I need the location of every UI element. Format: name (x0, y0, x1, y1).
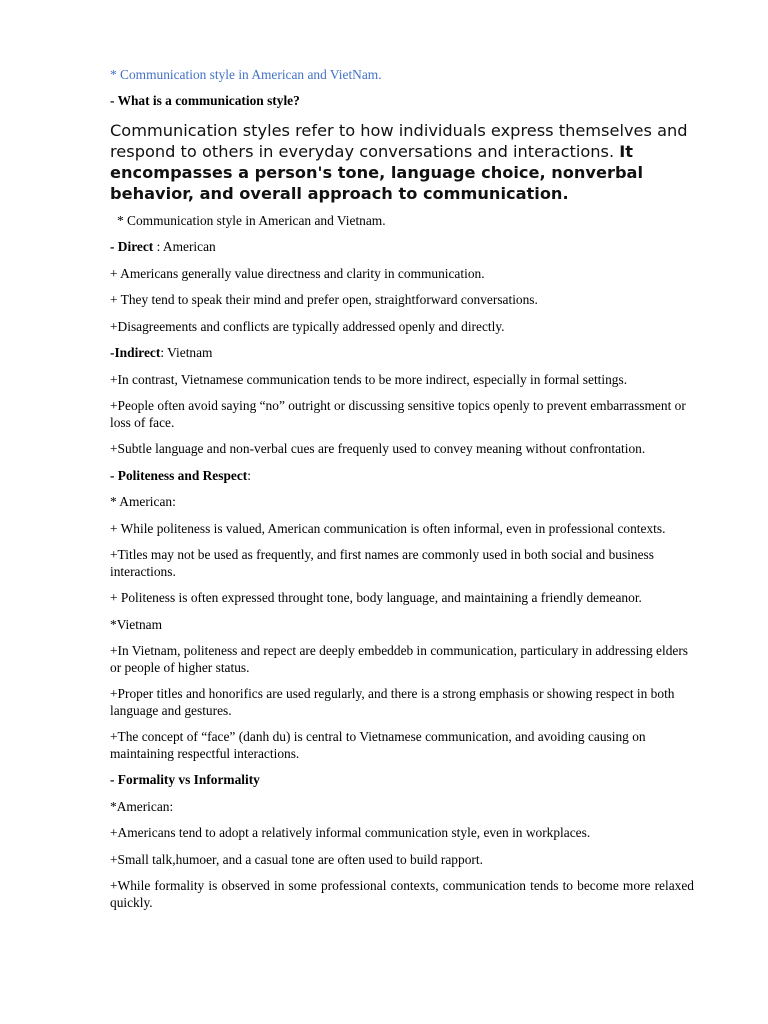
politeness-heading: - Politeness and Respect: (110, 467, 251, 483)
direct-point: + They tend to speak their mind and prefer open, straightforward conversations. (110, 292, 538, 307)
subheading: * Communication style in American and Vietnam. (117, 212, 386, 228)
politeness-american-point: + Politeness is often expressed throught tone, body language, and maintaining a friendly demeanor. (110, 590, 642, 605)
direct-point: + Americans generally value directness and clarity in communication. (110, 265, 485, 281)
politeness-vietnam-point: +Proper titles and honorifics are used regularly, and there is a strong emphasis or showing respect in both language and gestures. (110, 686, 675, 718)
definition-bold-text: It encompasses a person's tone, language choice, nonverbal behavior, and overall approach to communication. (110, 141, 644, 203)
politeness-american-point: +Titles may not be used as frequently, and first names are commonly used in both social and business interactions. (110, 547, 654, 579)
formality-point: +Small talk,humoer, and a casual tone are often used to build rapport. (110, 851, 483, 867)
definition-text: Communication styles refer to how individuals express themselves and respond to others in everyday conversations and interactions. (110, 120, 688, 161)
direct-heading: - Direct : American (110, 239, 216, 254)
document-page (110, 60, 694, 921)
politeness-vietnam-point: +The concept of “face” (danh du) is central to Vietnamese communication, and avoiding causing on maintaining respectful interactions. (110, 729, 646, 761)
indirect-point: +In contrast, Vietnamese communication tends to be more indirect, especially in formal settings. (110, 371, 628, 387)
question-heading: - What is a communication style? (110, 93, 300, 108)
formality-heading: - Formality vs Informality (110, 772, 260, 787)
politeness-vietnam-point: +In Vietnam, politeness and repect are deeply embeddeb in communication, particulary in addressing elders or people of higher status. (110, 643, 689, 675)
indirect-point: +People often avoid saying “no” outright or discussing sensitive topics openly to prevent embarrassment or loss of face. (110, 398, 686, 430)
politeness-american-label: * American: (110, 494, 176, 509)
formality-point: +Americans tend to adopt a relatively informal communication style, even in workplaces. (110, 825, 591, 840)
politeness-american-point: + While politeness is valued, American communication is often informal, even in professional contexts. (110, 520, 666, 536)
formality-point: +While formality is observed in some professional contexts, communication tends to become more relaxed quickly. (110, 878, 694, 910)
definition-paragraph (110, 120, 694, 204)
indirect-heading: -Indirect: Vietnam (110, 345, 213, 360)
direct-point: +Disagreements and conflicts are typically addressed openly and directly. (110, 318, 505, 334)
indirect-point: +Subtle language and non-verbal cues are frequenly used to convey meaning without confrontation. (110, 441, 646, 456)
politeness-vietnam-label: *Vietnam (110, 616, 162, 632)
formality-american-label: *American: (110, 798, 174, 814)
document-title: * Communication style in American and VietNam. (110, 67, 382, 82)
